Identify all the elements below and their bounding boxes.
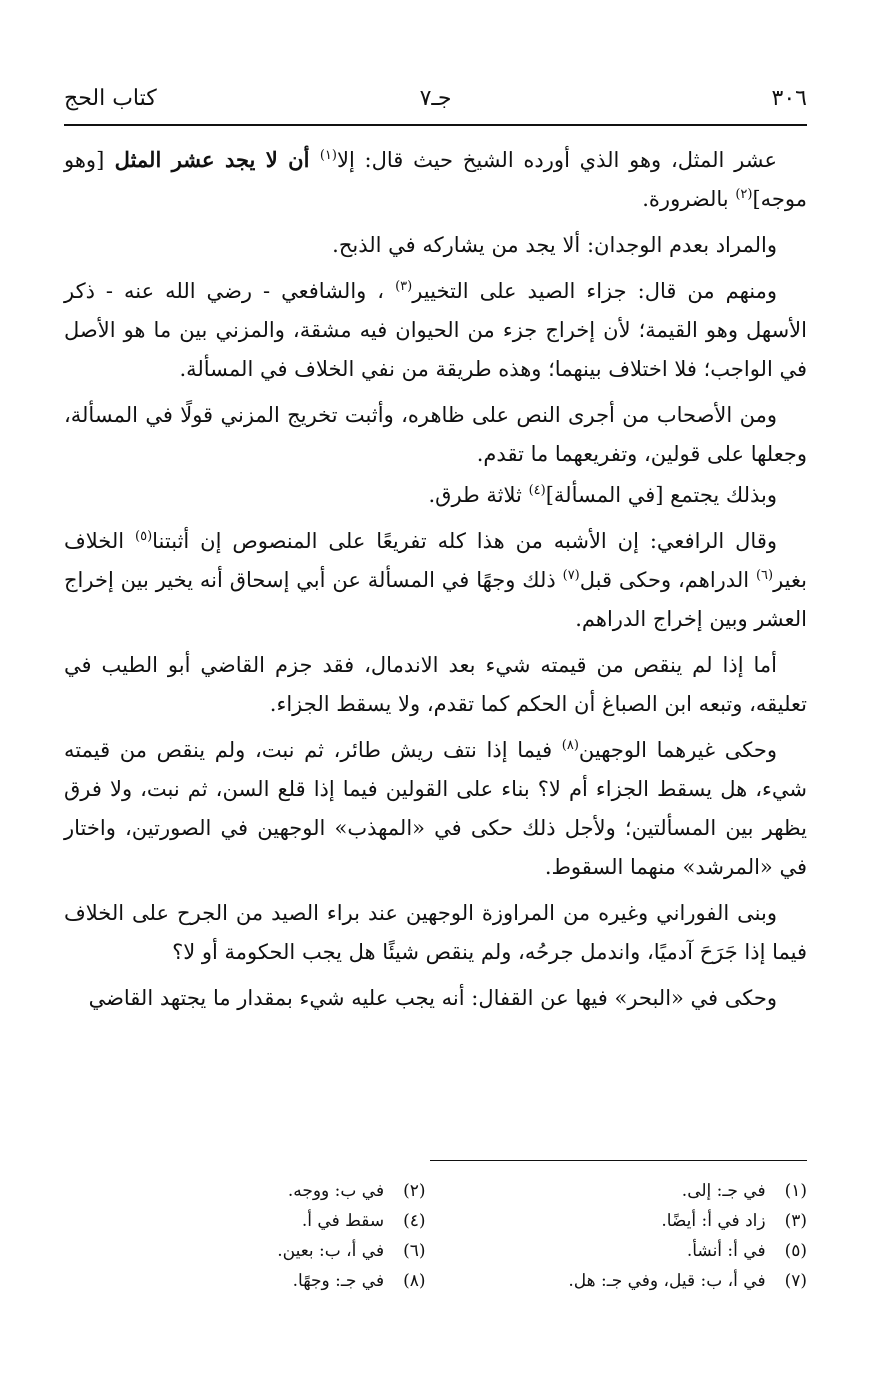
running-header bbox=[64, 84, 807, 120]
paragraph-text: وبذلك يجتمع [في المسألة] bbox=[545, 483, 777, 507]
footnote-ref-1[interactable]: (١) bbox=[319, 148, 337, 163]
page-number: ٣٠٦ bbox=[771, 86, 807, 111]
paragraph-text: الخلاف بغير bbox=[64, 529, 807, 592]
footnote-ref-2[interactable]: (٢) bbox=[735, 187, 753, 202]
footnote-text: زاد في أ: أيضًا. bbox=[661, 1211, 766, 1231]
paragraph-text: ومنهم من قال: جزاء الصيد على التخيير bbox=[412, 279, 777, 303]
footnote-7 bbox=[446, 1266, 808, 1296]
footnote-2 bbox=[64, 1176, 426, 1206]
footnote-6 bbox=[64, 1236, 426, 1266]
paragraph-6 bbox=[64, 522, 807, 639]
book-title: كتاب الحج bbox=[64, 86, 157, 111]
footnote-8 bbox=[64, 1266, 426, 1296]
paragraph-4: ومن الأصحاب من أجرى النص على ظاهره، وأثبت تخريج المزني قولًا في المسألة، وجعلها على قولين، وتفريعهما ما تقدم. bbox=[64, 403, 807, 466]
paragraph-5 bbox=[64, 476, 807, 515]
paragraph-8 bbox=[64, 731, 807, 887]
footnote-text: في ب: ووجه. bbox=[287, 1181, 385, 1201]
footnote-text: في جـ: وجهًا. bbox=[292, 1271, 385, 1291]
footnote-text: في أ: أنشأ. bbox=[686, 1241, 766, 1261]
footnote-number: (١) bbox=[784, 1181, 807, 1201]
paragraph-7: أما إذا لم ينقص من قيمته شيء بعد الاندمال، فقد جزم القاضي أبو الطيب في تعليقه، وتبعه ابن الصباغ أن الحكم كما تقدم، ولا يسقط الجزاء. bbox=[64, 653, 807, 716]
footnote-ref-7[interactable]: (٧) bbox=[562, 568, 580, 583]
main-text bbox=[64, 140, 807, 1025]
bold-quote: أن لا يجد عشر المثل bbox=[104, 147, 320, 172]
paragraph-9: وبنى الفوراني وغيره من المراوزة الوجهين عند براء الصيد من الجرح على الخلاف فيما إذا جَرَحَ آدميًا، واندمل جرحُه، ولم ينقص شيئًا هل يجب الحكومة أو لا؟ bbox=[64, 901, 807, 964]
paragraph-text: فيما إذا نتف ريش طائر، ثم نبت، ولم ينقص من قيمته شيء، هل يسقط الجزاء أم لا؟ بناء على القولين فيما إذا قلع السن، ثم نبت، ولا فرق يظهر بين المسألتين؛ ولأجل ذلك حكى في «المهذب» الوجهين في الصورتين، واختار في «المرشد» منهما السقوط. bbox=[64, 738, 807, 879]
header-divider bbox=[64, 124, 807, 126]
footnote-ref-4[interactable]: (٤) bbox=[528, 483, 546, 498]
footnote-text: في أ، ب: قيل، وفي جـ: هل. bbox=[568, 1271, 766, 1291]
footnote-4 bbox=[64, 1206, 426, 1236]
footnotes bbox=[64, 1176, 807, 1296]
footnote-number: (٤) bbox=[403, 1211, 426, 1231]
footnote-ref-8[interactable]: (٨) bbox=[561, 738, 579, 753]
footnote-number: (٢) bbox=[403, 1181, 426, 1201]
paragraph-text: بالضرورة. bbox=[642, 187, 736, 211]
footnote-ref-6[interactable]: (٦) bbox=[755, 568, 774, 583]
paragraph-text: ، والشافعي - رضي الله عنه - ذكر الأسهل وهو القيمة؛ لأن إخراج جزء من الحيوان فيه مشقة، والمزني بين ما هو الأصل في الواجب؛ فلا اختلاف بينهما؛ وهذه طريقة من نفي الخلاف في المسألة. bbox=[64, 279, 807, 381]
footnote-number: (٧) bbox=[784, 1271, 807, 1291]
paragraph-text: وقال الرافعي: إن الأشبه من هذا كله تفريعًا على المنصوص إن أثبتنا bbox=[152, 529, 778, 553]
footnote-number: (٨) bbox=[403, 1271, 426, 1291]
paragraph-1 bbox=[64, 140, 807, 219]
footnote-ref-3[interactable]: (٣) bbox=[395, 279, 413, 294]
footnote-text: في أ، ب: بعين. bbox=[277, 1241, 385, 1261]
footnote-text: في جـ: إلى. bbox=[681, 1181, 766, 1201]
footnote-text: سقط في أ. bbox=[301, 1211, 385, 1231]
footnote-ref-5[interactable]: (٥) bbox=[135, 529, 153, 544]
footnote-5 bbox=[446, 1236, 808, 1266]
paragraph-3 bbox=[64, 272, 807, 389]
paragraph-text: عشر المثل، وهو الذي أورده الشيخ حيث قال: إلا bbox=[336, 148, 777, 172]
footnote-number: (٦) bbox=[403, 1241, 426, 1261]
paragraph-2: والمراد بعدم الوجدان: ألا يجد من يشاركه في الذبح. bbox=[332, 233, 777, 257]
paragraph-text: الدراهم، وحكى قبل bbox=[579, 568, 756, 592]
footnote-1 bbox=[446, 1176, 808, 1206]
volume-label: جـ٧ bbox=[419, 86, 452, 111]
footnote-divider bbox=[430, 1160, 807, 1161]
footnote-number: (٣) bbox=[784, 1211, 807, 1231]
paragraph-text: وحكى غيرهما الوجهين bbox=[578, 738, 777, 762]
paragraph-text: ذلك وجهًا في المسألة عن أبي إسحاق أنه يخير بين إخراج العشر وبين إخراج الدراهم. bbox=[64, 568, 807, 631]
paragraph-text: [وهو موجه] bbox=[64, 148, 807, 211]
footnote-3 bbox=[446, 1206, 808, 1236]
footnote-number: (٥) bbox=[784, 1241, 807, 1261]
paragraph-text: ثلاثة طرق. bbox=[428, 483, 529, 507]
paragraph-10: وحكى في «البحر» فيها عن القفال: أنه يجب عليه شيء بمقدار ما يجتهد القاضي bbox=[88, 986, 777, 1010]
